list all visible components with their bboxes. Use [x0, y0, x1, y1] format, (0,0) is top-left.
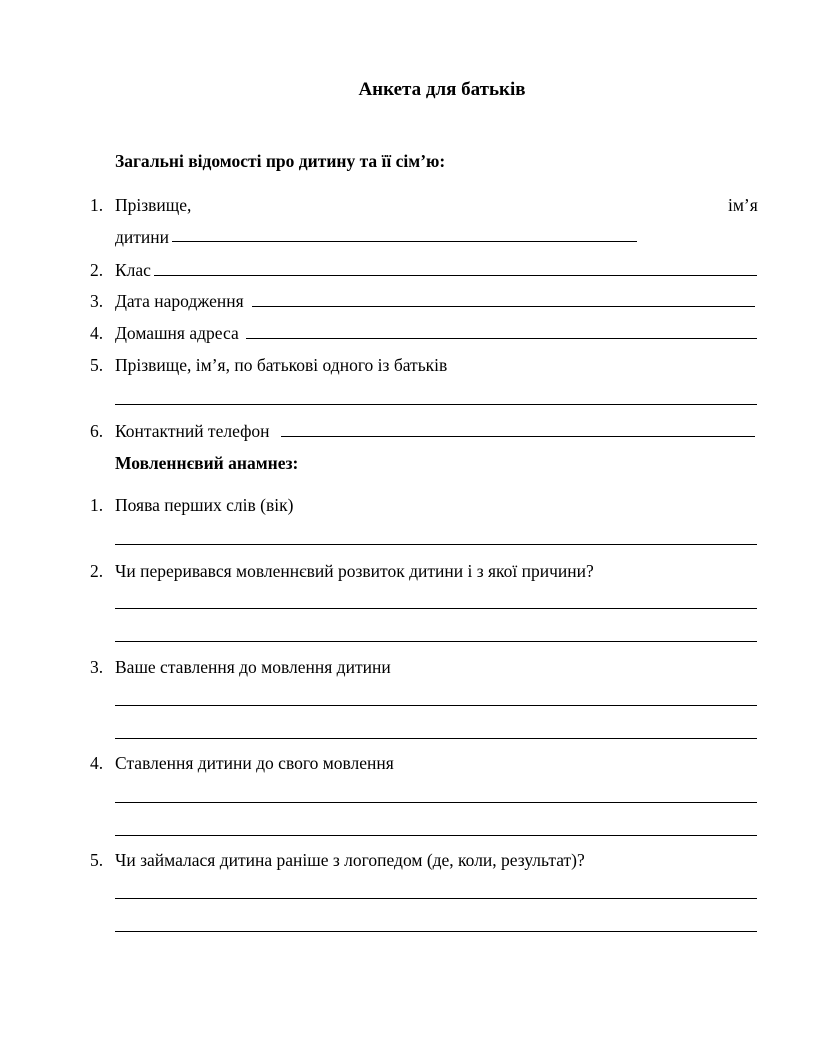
general-item-1-label: Прізвище, [115, 195, 192, 215]
answer-line-child-attitude-1[interactable] [115, 802, 757, 803]
speech-item-5-number: 5. [90, 850, 104, 870]
general-item-3-label: Дата народження [115, 291, 244, 311]
general-item-6-label: Контактний телефон [115, 421, 270, 441]
speech-item-2-number: 2. [90, 561, 104, 581]
general-item-6-number: 6. [90, 421, 104, 441]
speech-item-1-label: Поява перших слів (вік) [115, 495, 294, 515]
general-item-4-number: 4. [90, 323, 104, 343]
answer-line-birth-date[interactable] [252, 306, 755, 307]
section-heading-speech: Мовленнєвий анамнез: [115, 453, 299, 473]
general-item-5-label: Прізвище, ім’я, по батькові одного із батьків [115, 355, 448, 375]
speech-item-3-number: 3. [90, 657, 104, 677]
general-item-2-label: Клас [115, 260, 151, 280]
answer-line-parent-attitude-2[interactable] [115, 738, 757, 739]
document-title: Анкета для батьків [358, 79, 526, 100]
general-item-1-label-end: ім’я [728, 195, 758, 215]
speech-item-3-label: Ваше ставлення до мовлення дитини [115, 657, 391, 677]
general-item-1-label-cont: дитини [115, 227, 170, 247]
general-item-4-label: Домашня адреса [115, 323, 239, 343]
answer-line-first-words[interactable] [115, 544, 757, 545]
answer-line-child-attitude-2[interactable] [115, 835, 757, 836]
answer-line-speech-therapist-2[interactable] [115, 931, 757, 932]
answer-line-interruption-1[interactable] [115, 608, 757, 609]
section-heading-general: Загальні відомості про дитину та її сім’ю: [115, 151, 446, 171]
general-item-2-number: 2. [90, 260, 104, 280]
answer-line-parent-name[interactable] [115, 404, 757, 405]
speech-item-2-label: Чи переривався мовленнєвий розвиток дитини і з якої причини? [115, 561, 594, 581]
speech-item-5-label: Чи займалася дитина раніше з логопедом (де, коли, результат)? [115, 850, 585, 870]
answer-line-child-name[interactable] [172, 241, 637, 242]
answer-line-speech-therapist-1[interactable] [115, 898, 757, 899]
general-item-3-number: 3. [90, 291, 104, 311]
answer-line-interruption-2[interactable] [115, 641, 757, 642]
speech-item-1-number: 1. [90, 495, 104, 515]
answer-line-phone[interactable] [281, 436, 755, 437]
general-item-1-number: 1. [90, 195, 104, 215]
general-item-5-number: 5. [90, 355, 104, 375]
answer-line-class[interactable] [154, 275, 757, 276]
answer-line-home-address[interactable] [246, 338, 757, 339]
answer-line-parent-attitude-1[interactable] [115, 705, 757, 706]
speech-item-4-label: Ставлення дитини до свого мовлення [115, 753, 394, 773]
speech-item-4-number: 4. [90, 753, 104, 773]
